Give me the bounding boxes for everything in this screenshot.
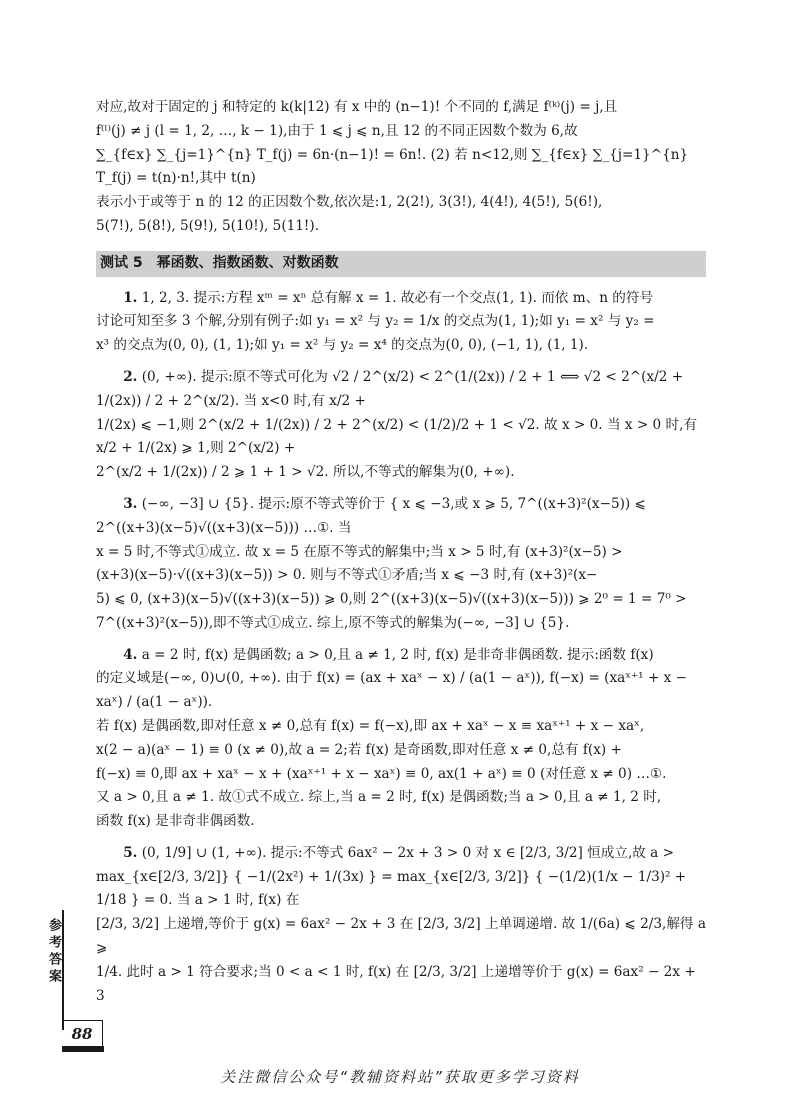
text-line: max_{x∈[2/3, 3/2]} { −1/(2x²) + 1/(3x) } = max_{x∈[2/3, 3/2]} { −(1/2)(1/x − 1/3)² + 1/18 } = 0. 当 a > 1 时, f(x) 在 xyxy=(96,868,687,909)
item-number: 4. xyxy=(123,646,138,663)
text-line: 1, 2, 3. 提示:方程 xᵐ = xⁿ 总有解 x = 1. 故必有一个交点(1, 1). 而依 m、n 的符号 xyxy=(141,289,654,306)
section-title: 幂函数、指数函数、对数函数 xyxy=(156,254,339,271)
answer-item-5 xyxy=(96,842,706,1008)
text-line: 函数 f(x) 是非奇非偶函数. xyxy=(96,813,255,830)
answer-item-1 xyxy=(96,287,706,358)
text-line: ∑_{f∈x} ∑_{j=1}^{n} T_f(j) = 6n·(n−1)! = 6n!. (2) 若 n<12,则 ∑_{f∈x} ∑_{j=1}^{n} T_f(j) = t(n)·n!,其中 t(n) xyxy=(96,146,689,187)
intro-paragraph xyxy=(96,96,706,239)
text-line: 5) ⩽ 0, (x+3)(x−5)√((x+3)(x−5)) ⩾ 0,则 2^((x+3)(x−5)√((x+3)(x−5))) ⩾ 2⁰ = 1 = 7⁰ > xyxy=(96,591,687,608)
text-line: (0, +∞). 提示:原不等式可化为 √2 / 2^(x/2) < 2^(1/(2x)) / 2 + 1 ⟺ √2 < 2^(x/2 + 1/(2x)) / 2 + 2^(x/2). 当 x<0 时,有 x/2 + xyxy=(96,369,684,409)
text-line: 若 f(x) 是偶函数,即对任意 x ≠ 0,总有 f(x) = f(−x),即 ax + xaˣ − x ≡ xaˣ⁺¹ + x − xaˣ, xyxy=(96,717,645,734)
answer-item-3 xyxy=(96,493,706,636)
answer-item-4 xyxy=(96,644,706,834)
text-line: 5(7!), 5(8!), 5(9!), 5(10!), 5(11!). xyxy=(96,217,320,234)
page-number: 88 xyxy=(62,1020,103,1048)
item-number: 5. xyxy=(123,844,138,861)
text-line: 1/(2x) ⩽ −1,则 2^(x/2 + 1/(2x)) / 2 + 2^(x/2) < (1/2)/2 + 1 < √2. 故 x > 0. 当 x > 0 时,有 x/2 + 1/(2x) ⩾ 1,则 2^(x/2) + xyxy=(96,416,698,457)
section-label: 测试 5 xyxy=(100,254,143,271)
item-number: 2. xyxy=(123,369,138,386)
text-line: x(2 − a)(aˣ − 1) ≡ 0 (x ≠ 0),故 a = 2;若 f(x) 是奇函数,即对任意 x ≠ 0,总有 f(x) + xyxy=(96,741,622,758)
side-tab xyxy=(40,910,64,1030)
text-line: x = 5 时,不等式①成立. 故 x = 5 在原不等式的解集中;当 x > 5 时,有 (x+3)²(x−5) > xyxy=(96,543,623,560)
text-line: (−∞, −3] ∪ {5}. 提示:原不等式等价于 { x ⩽ −3,或 x ⩾ 5, 7^((x+3)²(x−5)) ⩽ 2^((x+3)(x−5)√((x+3)(x−5))) …①. 当 xyxy=(96,495,646,536)
text-line: [2/3, 3/2] 上递增,等价于 g(x) = 6ax² − 2x + 3 在 [2/3, 3/2] 上单调递增. 故 1/(6a) ⩽ 2/3,解得 a ⩾ xyxy=(96,916,706,956)
text-line: a = 2 时, f(x) 是偶函数; a > 0,且 a ≠ 1, 2 时, f(x) 是非奇非偶函数. 提示:函数 f(x) xyxy=(141,646,654,663)
text-line: 1/4. 此时 a > 1 符合要求;当 0 < a < 1 时, f(x) 在 [2/3, 3/2] 上递增等价于 g(x) = 6ax² − 2x + 3 xyxy=(96,963,696,1004)
page-number-bar xyxy=(62,1046,104,1052)
item-number: 1. xyxy=(123,289,138,306)
section-header xyxy=(96,251,706,277)
text-line: 2^(x/2 + 1/(2x)) / 2 ⩾ 1 + 1 > √2. 所以,不等式的解集为(0, +∞). xyxy=(96,464,515,481)
text-line: 表示小于或等于 n 的 12 的正因数个数,依次是:1, 2(2!), 3(3!), 4(4!), 4(5!), 5(6!), xyxy=(96,194,603,211)
text-line: f(−x) ≡ 0,即 ax + xaˣ − x + (xaˣ⁺¹ + x − xaˣ) ≡ 0, ax(1 + aˣ) ≡ 0 (对任意 x ≠ 0) …①. xyxy=(96,765,667,782)
text-line: (x+3)(x−5)·√((x+3)(x−5)) > 0. 则与不等式①矛盾;当 x ⩽ −3 时,有 (x+3)²(x− xyxy=(96,567,598,584)
text-line: 讨论可知至多 3 个解,分别有例子:如 y₁ = x² 与 y₂ = 1/x 的交点为(1, 1);如 y₁ = x² 与 y₂ = xyxy=(96,313,655,330)
text-line: 7^((x+3)²(x−5)),即不等式①成立. 综上,原不等式的解集为(−∞, −3] ∪ {5}. xyxy=(96,614,570,631)
text-line: 对应,故对于固定的 j 和特定的 k(k|12) 有 x 中的 (n−1)! 个不同的 f,满足 f⁽ᵏ⁾(j) = j,且 xyxy=(96,99,618,115)
answer-item-2 xyxy=(96,366,706,485)
side-tab-label: 参考答案 xyxy=(46,918,61,986)
text-line: x³ 的交点为(0, 0), (1, 1);如 y₁ = x² 与 y₂ = x⁴ 的交点为(0, 0), (−1, 1), (1, 1). xyxy=(96,337,589,354)
text-line: 的定义域是(−∞, 0)∪(0, +∞). 由于 f(x) = (ax + xaˣ − x) / (a(1 − aˣ)), f(−x) = (xaˣ⁺¹ + x − xaˣ) / (a(1 − aˣ)). xyxy=(96,670,688,711)
text-line: (0, 1/9] ∪ (1, +∞). 提示:不等式 6ax² − 2x + 3 > 0 对 x ∈ [2/3, 3/2] 恒成立,故 a > xyxy=(141,844,674,861)
text-line: f⁽ˡ⁾(j) ≠ j (l = 1, 2, …, k − 1),由于 1 ⩽ j ⩽ n,且 12 的不同正因数个数为 6,故 xyxy=(96,122,578,139)
page-content xyxy=(96,96,706,1008)
footer-note: 关注微信公众号“教辅资料站”获取更多学习资料 xyxy=(220,1068,580,1086)
text-line: 又 a > 0,且 a ≠ 1. 故①式不成立. 综上,当 a = 2 时, f(x) 是偶函数;当 a > 0,且 a ≠ 1, 2 时, xyxy=(96,789,662,806)
item-number: 3. xyxy=(123,495,138,512)
